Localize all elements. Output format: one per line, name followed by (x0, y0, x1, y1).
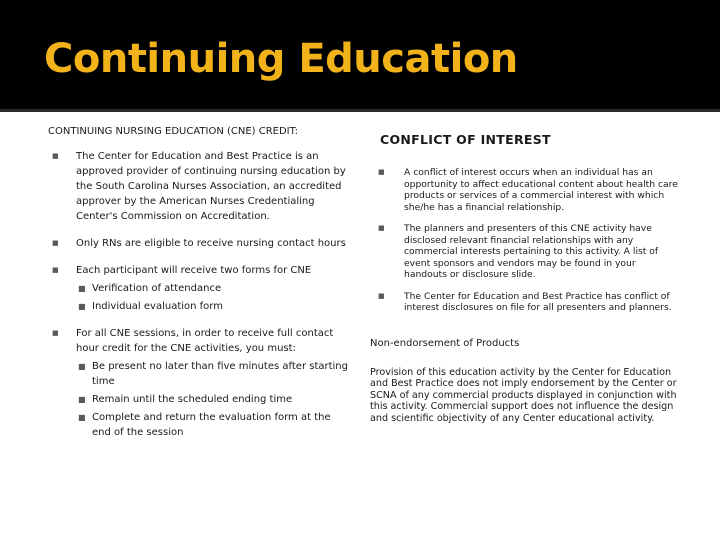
conflict-heading: CONFLICT OF INTEREST (380, 132, 551, 147)
sub-item (76, 392, 348, 407)
sub-bullet-icon: ■ (78, 284, 86, 293)
bullet-icon: ■ (378, 224, 385, 232)
list-item-text: The Center for Education and Best Practice has conflict of interest disclosures on file for all presenters and planners. (404, 290, 672, 313)
right-column (370, 122, 680, 424)
non-endorsement-paragraph: Provision of this education activity by the Center for Education and Best Practice does not imply endorsement by the Center or SCNA of any commercial products displayed in conjunction with this activity. Commercial support does not influence the design and scientific objectivity of any Center educational activity. (370, 366, 677, 424)
sub-item (76, 359, 348, 389)
list-item-text: The Center for Education and Best Practice is an approved provider of continuing nursing education by the South Carolina Nurses Association, an accredited approver by the American Nurses Credentialing Center's Commission on Accreditation. (76, 151, 346, 222)
title-band (0, 0, 720, 112)
sub-item-text: Individual evaluation form (92, 301, 223, 312)
list-item (48, 149, 348, 224)
list-item-text: A conflict of interest occurs when an individual has an opportunity to affect educational content about health care products or services of a commercial interest with which she/he has a financial relationship. (404, 167, 678, 213)
list-item (370, 167, 680, 213)
list-item-text: The planners and presenters of this CNE activity have disclosed relevant financial relationships with any commercial interests pertaining to this activity. A list of event sponsors and vendors may be found in your handouts or disclosure slide. (404, 223, 659, 280)
sub-bullet-icon: ■ (78, 302, 86, 311)
slide-title: Continuing Education (44, 36, 518, 82)
sub-bullet-icon: ■ (78, 362, 86, 371)
list-item (48, 326, 348, 440)
bullet-icon: ■ (52, 266, 59, 274)
title-divider (0, 109, 720, 112)
sub-item-text: Remain until the scheduled ending time (92, 394, 293, 405)
bullet-icon: ■ (378, 291, 385, 300)
list-item (370, 291, 680, 314)
cne-credit-heading: CONTINUING NURSING EDUCATION (CNE) CREDIT: (48, 126, 299, 137)
sub-item (76, 410, 348, 440)
sub-bullet-icon: ■ (78, 413, 86, 422)
bullet-icon: ■ (52, 152, 59, 160)
list-item (48, 236, 348, 251)
list-item-text: Only RNs are eligible to receive nursing contact hours (76, 238, 346, 249)
list-item (48, 263, 348, 314)
left-column (48, 122, 348, 452)
bullet-icon: ■ (52, 329, 59, 337)
list-item-text: Each participant will receive two forms for CNE (76, 265, 312, 276)
non-endorsement-heading: Non-endorsement of Products (370, 337, 520, 349)
bullet-icon: ■ (52, 239, 59, 247)
cne-credit-list (48, 149, 348, 440)
sub-bullet-icon: ■ (78, 395, 86, 404)
conflict-list (370, 167, 680, 314)
sub-item-text: Complete and return the evaluation form at the end of the session (92, 412, 331, 438)
list-item-text: For all CNE sessions, in order to receive full contact hour credit for the CNE activities, you must: (76, 328, 334, 354)
sub-item (76, 281, 348, 296)
sub-item-text: Verification of attendance (92, 283, 222, 294)
bullet-icon: ■ (378, 168, 385, 176)
sub-item-text: Be present no later than five minutes after starting time (92, 361, 348, 387)
list-item (370, 223, 680, 281)
sub-item (76, 299, 348, 314)
